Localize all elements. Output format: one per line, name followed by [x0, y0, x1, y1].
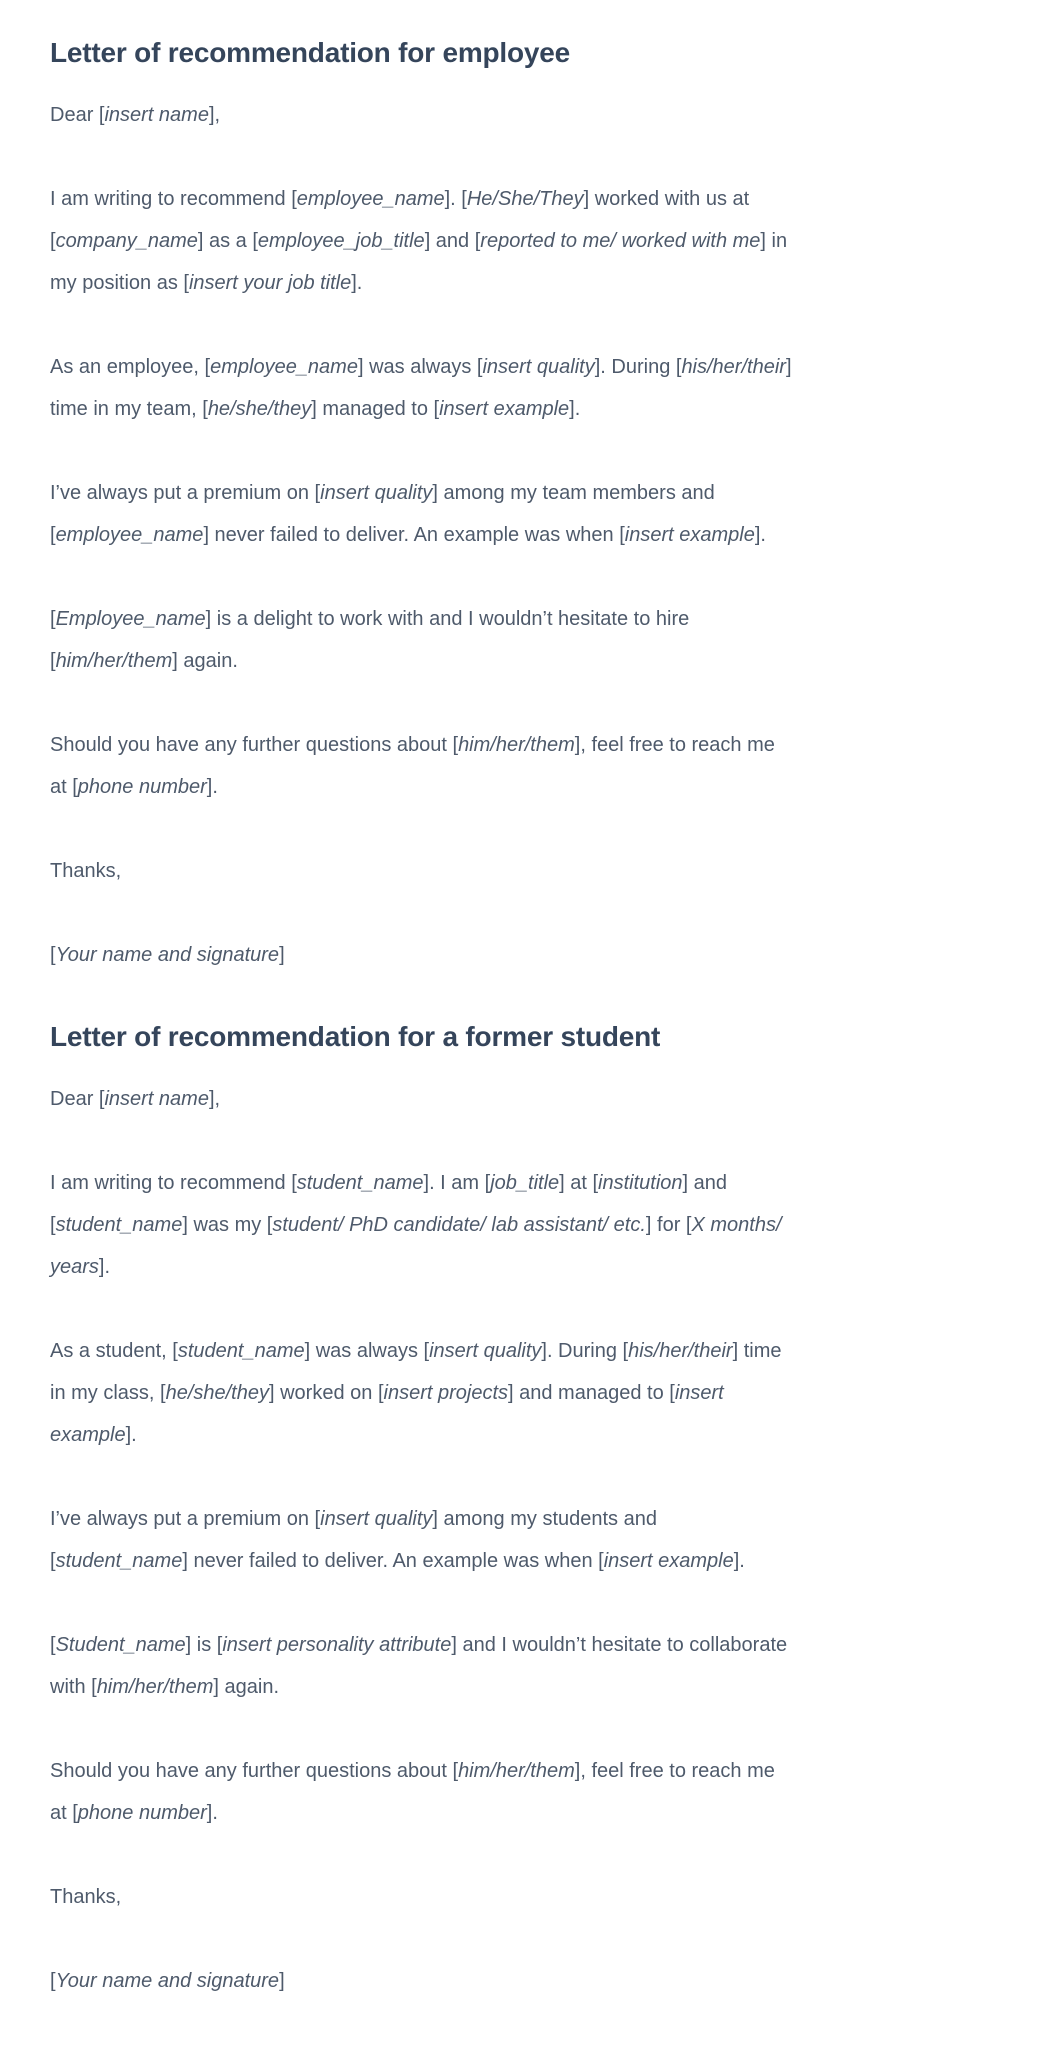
- placeholder-text: Your name and signature: [55, 1970, 280, 1992]
- text-line: [50, 1078, 1020, 1120]
- text-segment: Dear [: [50, 104, 105, 126]
- section-employee-letter: [50, 34, 1020, 976]
- text-segment: ] was always [: [357, 356, 483, 378]
- text-line: [50, 1162, 1020, 1204]
- text-line: [50, 1204, 1020, 1246]
- text-segment: ] worked on [: [269, 1382, 384, 1404]
- text-segment: ]. I am [: [423, 1172, 491, 1194]
- placeholder-text: insert quality: [320, 1508, 433, 1530]
- text-segment: [: [50, 650, 56, 672]
- text-line: [50, 1750, 1020, 1792]
- text-segment: ], feel free to reach me: [574, 1760, 775, 1782]
- text-segment: ]. [: [444, 188, 467, 210]
- text-segment: ] for [: [645, 1214, 692, 1236]
- placeholder-text: insert example: [624, 524, 755, 546]
- text-segment: ], feel free to reach me: [574, 734, 775, 756]
- text-segment: ].: [206, 1802, 218, 1824]
- text-line: [50, 1666, 1020, 1708]
- text-segment: ] among my team members and: [432, 482, 715, 504]
- text-segment: ].: [98, 1256, 111, 1278]
- text-line: [50, 934, 1020, 976]
- text-segment: ] never failed to deliver. An example was when [: [203, 524, 625, 546]
- text-segment: ] and I wouldn’t hesitate to collaborate: [451, 1634, 788, 1656]
- paragraph: [50, 724, 1020, 808]
- paragraph: [50, 850, 1020, 892]
- placeholder-text: insert quality: [320, 482, 433, 504]
- text-segment: ] is [: [185, 1634, 223, 1656]
- text-line: [50, 1540, 1020, 1582]
- text-segment: ] was my [: [182, 1214, 273, 1236]
- text-segment: ],: [208, 104, 221, 126]
- paragraph: [50, 1162, 1020, 1288]
- placeholder-text: job_title: [490, 1172, 560, 1194]
- section-title: Letter of recommendation for employee: [50, 37, 571, 68]
- placeholder-text: insert example: [439, 398, 570, 420]
- text-segment: ] is a delight to work with and I wouldn’t hesitate to hire: [205, 608, 690, 630]
- text-segment: [: [50, 524, 56, 546]
- text-segment: Dear [: [50, 1088, 105, 1110]
- placeholder-text: institution: [598, 1172, 683, 1194]
- placeholder-text: insert name: [104, 1088, 209, 1110]
- text-segment: at [: [50, 776, 78, 798]
- paragraph: [50, 598, 1020, 682]
- text-segment: [: [50, 230, 56, 252]
- text-segment: ] again.: [172, 650, 238, 672]
- placeholder-text: company_name: [55, 230, 198, 252]
- text-segment: Thanks,: [50, 860, 122, 882]
- text-segment: [: [50, 608, 56, 630]
- text-segment: [: [50, 1634, 56, 1656]
- placeholder-text: student_name: [296, 1172, 424, 1194]
- text-line: [50, 1498, 1020, 1540]
- placeholder-text: employee_name: [210, 356, 358, 378]
- placeholder-text: him/her/them: [96, 1676, 214, 1698]
- placeholder-text: insert: [674, 1382, 724, 1404]
- text-segment: time in my team, [: [50, 398, 208, 420]
- text-line: [50, 640, 1020, 682]
- text-line: [50, 1246, 1020, 1288]
- text-segment: ],: [208, 1088, 221, 1110]
- text-segment: ].: [754, 524, 766, 546]
- section-content: [50, 1078, 1020, 2002]
- text-line: [50, 766, 1020, 808]
- placeholder-text: Student_name: [55, 1634, 186, 1656]
- placeholder-text: phone number: [77, 1802, 207, 1824]
- text-segment: with [: [50, 1676, 97, 1698]
- paragraph: [50, 346, 1020, 430]
- text-line: [50, 1876, 1020, 1918]
- placeholder-text: phone number: [77, 776, 207, 798]
- text-line: [50, 220, 1020, 262]
- text-segment: Should you have any further questions about [: [50, 734, 459, 756]
- text-line: [50, 1624, 1020, 1666]
- placeholder-text: insert name: [104, 104, 209, 126]
- text-segment: ].: [733, 1550, 745, 1572]
- placeholder-text: Your name and signature: [55, 944, 280, 966]
- text-line: [50, 472, 1020, 514]
- placeholder-text: his/her/their: [681, 356, 786, 378]
- text-segment: ] among my students and: [432, 1508, 657, 1530]
- text-line: [50, 850, 1020, 892]
- text-segment: [: [50, 944, 56, 966]
- text-line: [50, 1414, 1020, 1456]
- text-segment: ] in: [760, 230, 788, 252]
- placeholder-text: student_name: [177, 1340, 305, 1362]
- text-segment: ] and [: [424, 230, 481, 252]
- text-segment: ]: [785, 356, 792, 378]
- text-segment: ] worked with us at: [583, 188, 750, 210]
- placeholder-text: him/her/them: [458, 734, 575, 756]
- placeholder-text: insert example: [603, 1550, 734, 1572]
- text-segment: I am writing to recommend [: [50, 1172, 297, 1194]
- text-line: [50, 262, 1020, 304]
- placeholder-text: his/her/their: [628, 1340, 733, 1362]
- placeholder-text: insert quality: [482, 356, 595, 378]
- text-line: [50, 388, 1020, 430]
- text-segment: ] managed to [: [311, 398, 440, 420]
- text-line: [50, 178, 1020, 220]
- text-line: [50, 598, 1020, 640]
- text-segment: ].: [206, 776, 218, 798]
- placeholder-text: insert your job title: [188, 272, 352, 294]
- paragraph: [50, 1624, 1020, 1708]
- text-line: [50, 1792, 1020, 1834]
- placeholder-text: insert quality: [429, 1340, 542, 1362]
- text-segment: I’ve always put a premium on [: [50, 1508, 321, 1530]
- text-segment: [: [50, 1970, 56, 1992]
- placeholder-text: student/ PhD candidate/ lab assistant/ etc.: [272, 1214, 646, 1236]
- text-segment: [: [50, 1214, 56, 1236]
- paragraph: [50, 94, 1020, 136]
- placeholder-text: years: [50, 1256, 99, 1278]
- text-segment: ]. During [: [594, 356, 682, 378]
- placeholder-text: student_name: [55, 1214, 183, 1236]
- text-line: [50, 724, 1020, 766]
- text-line: [50, 1960, 1020, 2002]
- text-segment: ] as a [: [197, 230, 258, 252]
- placeholder-text: employee_name: [55, 524, 204, 546]
- section-content: [50, 94, 1020, 976]
- text-segment: ] and managed to [: [508, 1382, 675, 1404]
- paragraph: [50, 1750, 1020, 1834]
- text-line: [50, 514, 1020, 556]
- placeholder-text: student_name: [55, 1550, 183, 1572]
- text-segment: ]. During [: [541, 1340, 629, 1362]
- text-segment: ] and: [682, 1172, 728, 1194]
- paragraph: [50, 1876, 1020, 1918]
- section-student-letter: [50, 1018, 1020, 2002]
- placeholder-text: He/She/They: [466, 188, 584, 210]
- placeholder-text: example: [50, 1424, 126, 1446]
- text-segment: Thanks,: [50, 1886, 122, 1908]
- text-segment: ] never failed to deliver. An example was when [: [182, 1550, 604, 1572]
- text-segment: I’ve always put a premium on [: [50, 482, 321, 504]
- text-segment: ] time: [732, 1340, 782, 1362]
- paragraph: [50, 1498, 1020, 1582]
- placeholder-text: Employee_name: [55, 608, 206, 630]
- placeholder-text: X months/: [691, 1214, 782, 1236]
- text-segment: my position as [: [50, 272, 189, 294]
- paragraph: [50, 472, 1020, 556]
- text-segment: ].: [125, 1424, 137, 1446]
- text-segment: in my class, [: [50, 1382, 166, 1404]
- text-segment: I am writing to recommend [: [50, 188, 297, 210]
- section-title: Letter of recommendation for a former student: [50, 1021, 661, 1052]
- text-line: [50, 1372, 1020, 1414]
- placeholder-text: he/she/they: [207, 398, 312, 420]
- text-segment: ] again.: [213, 1676, 280, 1698]
- placeholder-text: insert projects: [383, 1382, 509, 1404]
- text-segment: at [: [50, 1802, 78, 1824]
- paragraph: [50, 1330, 1020, 1456]
- text-segment: As a student, [: [50, 1340, 178, 1362]
- text-segment: ] was always [: [304, 1340, 430, 1362]
- placeholder-text: insert personality attribute: [222, 1634, 452, 1656]
- text-segment: Should you have any further questions about [: [50, 1760, 459, 1782]
- placeholder-text: reported to me/ worked with me: [480, 230, 761, 252]
- placeholder-text: he/she/they: [165, 1382, 269, 1404]
- text-line: [50, 346, 1020, 388]
- text-segment: As an employee, [: [50, 356, 211, 378]
- paragraph: [50, 178, 1020, 304]
- text-segment: ]: [279, 1970, 285, 1992]
- placeholder-text: employee_job_title: [257, 230, 425, 252]
- text-line: [50, 1330, 1020, 1372]
- text-segment: ].: [351, 272, 363, 294]
- text-line: [50, 94, 1020, 136]
- text-segment: [: [50, 1550, 56, 1572]
- paragraph: [50, 1078, 1020, 1120]
- text-segment: ]: [279, 944, 285, 966]
- placeholder-text: him/her/them: [55, 650, 173, 672]
- text-segment: ] at [: [559, 1172, 599, 1194]
- paragraph: [50, 934, 1020, 976]
- text-segment: ].: [569, 398, 581, 420]
- paragraph: [50, 1960, 1020, 2002]
- placeholder-text: him/her/them: [458, 1760, 575, 1782]
- placeholder-text: employee_name: [296, 188, 445, 210]
